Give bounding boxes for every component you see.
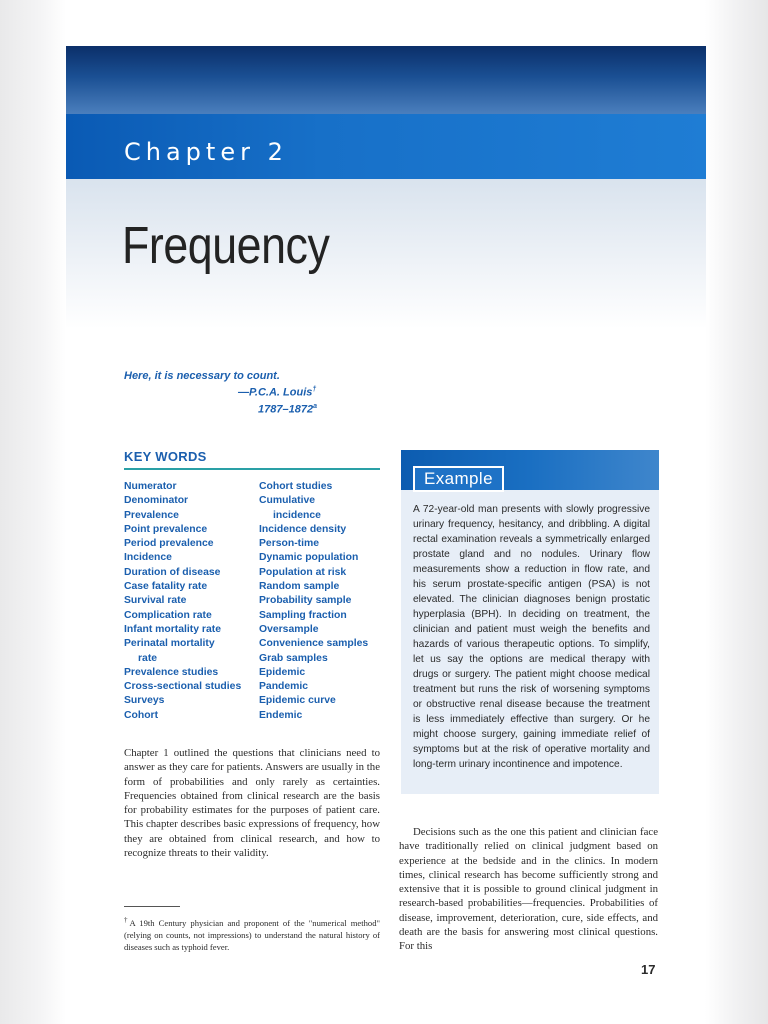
- key-word-item: Cohort studies: [259, 481, 333, 492]
- chapter-label: Chapter 2: [124, 138, 288, 166]
- key-word-item: Random sample: [259, 581, 340, 593]
- key-word-item: Cumulative: [259, 495, 316, 507]
- intro-paragraph: Chapter 1 outlined the questions that clinicians need to answer as they care for patients. Answers are usually in the form of probabilities and only rarely as certainties. Frequencies obtained from clinical research are the basis for probability estimates for the purposes of patient care. This chapter describes basic expressions of frequency, how they are obtained from clinical research, and how to recognize threats to their validity.: [124, 747, 380, 860]
- footnote-divider: [124, 906, 180, 907]
- chapter-title: Frequency: [122, 217, 330, 275]
- key-word-item: Convenience samples: [259, 638, 369, 650]
- footnote-mark: †: [124, 916, 130, 924]
- epigraph-author: —P.C.A. Louis: [238, 386, 313, 399]
- key-words-rule: [124, 468, 380, 470]
- epigraph-author-mark: †: [312, 386, 317, 393]
- discussion-paragraph: Decisions such as the one this patient and clinician face have traditionally relied on clinical judgment based on experience at the bedside and in the clinics. In modern times, clinical research has become sufficiently strong and extensive that it is possible to ground clinical judgment in research-based probabilities—frequencies. Probabilities of disease, improvement, deterioration, cure, side effects, and death are the basis for answering most clinical questions. For this: [399, 826, 658, 953]
- key-words-right-column: [259, 480, 368, 723]
- footnote-text: A 19th Century physician and proponent of the "numerical method" (relying on counts, not impressions) to understand the natural history of diseases such as typhoid fever.: [124, 917, 381, 952]
- key-word-item: Endemic: [259, 709, 303, 721]
- key-word-item: Surveys: [124, 695, 165, 707]
- key-word-item: Point prevalence: [124, 523, 208, 535]
- key-word-item: Denominator: [124, 495, 189, 507]
- key-word-item: Numerator: [124, 481, 177, 492]
- key-word-item: Pandemic: [259, 681, 309, 693]
- key-word-item: Perinatal mortality: [124, 638, 215, 650]
- key-word-item: Duration of disease: [124, 566, 221, 578]
- key-word-item: incidence: [273, 509, 321, 521]
- epigraph-dates-mark: a: [313, 402, 317, 410]
- footnote: [124, 914, 380, 953]
- key-word-item: Prevalence: [124, 509, 179, 521]
- key-word-item: Dynamic population: [259, 552, 359, 564]
- example-tab-label: Example: [413, 466, 504, 492]
- key-word-item: Complication rate: [124, 609, 212, 621]
- key-word-item: Probability sample: [259, 595, 352, 607]
- epigraph: [124, 370, 384, 416]
- key-words-section: [124, 449, 380, 723]
- key-word-item: Period prevalence: [124, 538, 214, 550]
- key-word-item: Case fatality rate: [124, 581, 208, 593]
- example-box: [401, 450, 659, 794]
- key-word-item: Epidemic: [259, 666, 306, 678]
- page-number: 17: [641, 962, 656, 977]
- key-word-item: Grab samples: [259, 652, 328, 664]
- epigraph-author-line: [124, 383, 384, 400]
- key-words-columns: [124, 480, 380, 723]
- epigraph-quote: Here, it is necessary to count.: [124, 370, 280, 382]
- key-word-item: Cohort: [124, 709, 159, 721]
- example-text: A 72-year-old man presents with slowly progressive urinary frequency, hesitancy, and dribbling. A digital rectal examination reveals a symmetrically enlarged prostate gland and no nodules. Urinary flow measurements show a reduction in flow rate, and his serum prostate-specific antigen (PSA) is not elevated. The clinician diagnoses benign prostatic hyperplasia (BPH). In deciding on treatment, the clinician and patient must weigh the benefits and hazards of various therapeutic options. To simplify, let us say the options are medical therapy with drugs or surgery. The patient might choose medical treatment but runs the risk of worsening symptoms or obstructive renal disease because the treatment is less immediately effective than surgery. Or he might choose surgery, gaining immediate relief of symptoms but at the risk of operative mortality and long-term urinary incontinence and impotence.: [413, 504, 650, 770]
- key-word-item: Incidence density: [259, 523, 347, 535]
- key-word-item: Prevalence studies: [124, 666, 219, 678]
- key-word-item: Cross-sectional studies: [124, 681, 242, 693]
- key-word-item: Oversample: [259, 623, 319, 635]
- key-word-item: Incidence: [124, 552, 172, 564]
- key-word-item: Person-time: [259, 538, 320, 550]
- epigraph-dates: 1787–1872: [258, 403, 314, 416]
- header-band-dark: [66, 46, 706, 114]
- book-page: [66, 46, 706, 990]
- epigraph-dates-line: [124, 400, 384, 417]
- key-word-item: Epidemic curve: [259, 695, 336, 707]
- key-words-left-column: [124, 480, 259, 723]
- key-word-item: Infant mortality rate: [124, 623, 221, 635]
- key-word-item: Survival rate: [124, 595, 187, 607]
- key-word-item: rate: [138, 652, 158, 664]
- key-word-item: Sampling fraction: [259, 609, 347, 621]
- key-words-heading: KEY WORDS: [124, 449, 207, 464]
- key-word-item: Population at risk: [259, 566, 347, 578]
